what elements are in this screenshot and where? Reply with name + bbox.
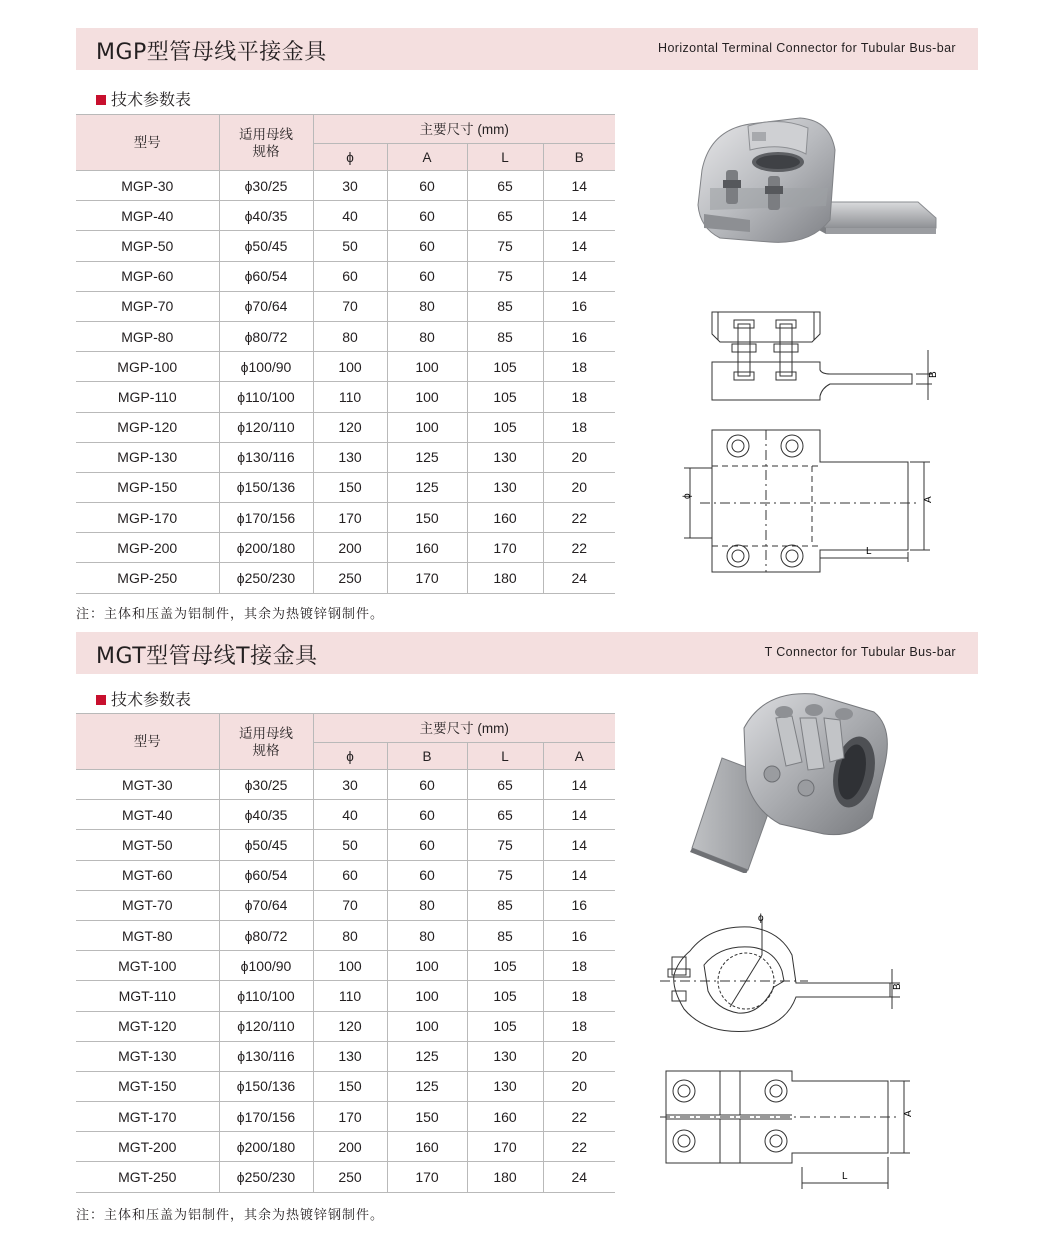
table-cell: MGP-130 <box>76 442 219 472</box>
table-cell: 60 <box>387 261 467 291</box>
table-cell: 105 <box>467 382 543 412</box>
table-cell: 170 <box>313 1102 387 1132</box>
header-model: 型号 <box>76 115 219 171</box>
table-cell: ϕ30/25 <box>219 770 313 800</box>
table-row <box>76 291 615 321</box>
table-cell: 110 <box>313 382 387 412</box>
mgt-title-bar <box>76 632 978 674</box>
table-cell: ϕ100/90 <box>219 352 313 382</box>
table-cell: 160 <box>387 533 467 563</box>
table-cell: 150 <box>313 472 387 502</box>
table-cell: 18 <box>543 1011 615 1041</box>
table-cell: 180 <box>467 563 543 593</box>
table-cell: 200 <box>313 1132 387 1162</box>
table-cell: MGP-80 <box>76 321 219 351</box>
header-col-a: A <box>387 144 467 171</box>
table-row <box>76 352 615 382</box>
table-cell: ϕ70/64 <box>219 291 313 321</box>
table-row <box>76 860 615 890</box>
table-cell: 250 <box>313 563 387 593</box>
table-cell: 20 <box>543 1071 615 1101</box>
table-cell: 14 <box>543 171 615 201</box>
table-cell: MGP-40 <box>76 201 219 231</box>
table-cell: 100 <box>387 1011 467 1041</box>
mgt-technical-drawing <box>660 905 940 1190</box>
red-square-bullet-icon <box>96 95 106 105</box>
table-cell: 18 <box>543 951 615 981</box>
table-cell: 14 <box>543 231 615 261</box>
table-cell: 100 <box>387 951 467 981</box>
table-cell: 40 <box>313 201 387 231</box>
table-cell: ϕ60/54 <box>219 860 313 890</box>
table-row <box>76 890 615 920</box>
table-cell: 60 <box>313 261 387 291</box>
table-cell: 100 <box>387 382 467 412</box>
table-cell: 75 <box>467 830 543 860</box>
table-cell: 60 <box>387 800 467 830</box>
table-cell: 75 <box>467 860 543 890</box>
table-cell: 18 <box>543 352 615 382</box>
table-cell: MGP-60 <box>76 261 219 291</box>
table-cell: 150 <box>387 503 467 533</box>
table-row <box>76 830 615 860</box>
mgp-dim-a: A <box>923 496 934 503</box>
table-cell: MGT-60 <box>76 860 219 890</box>
table-cell: 105 <box>467 412 543 442</box>
table-cell: 100 <box>387 981 467 1011</box>
table-cell: 65 <box>467 800 543 830</box>
table-cell: ϕ170/156 <box>219 503 313 533</box>
mgp-title-cn: MGP型管母线平接金具 <box>96 40 327 65</box>
table-cell: 70 <box>313 890 387 920</box>
table-cell: MGT-130 <box>76 1041 219 1071</box>
mgt-subhead: 技术参数表 <box>96 687 191 710</box>
table-cell: ϕ80/72 <box>219 920 313 950</box>
table-cell: 170 <box>387 563 467 593</box>
table-cell: 18 <box>543 981 615 1011</box>
mgt-title-en: T Connector for Tubular Bus-bar <box>764 645 956 659</box>
table-cell: MGP-100 <box>76 352 219 382</box>
table-cell: 170 <box>467 1132 543 1162</box>
table-cell: ϕ130/116 <box>219 442 313 472</box>
table-cell: MGP-70 <box>76 291 219 321</box>
table-cell: MGP-150 <box>76 472 219 502</box>
table-row <box>76 231 615 261</box>
table-cell: 22 <box>543 1102 615 1132</box>
table-cell: MGT-250 <box>76 1162 219 1192</box>
mgp-title-bar <box>76 28 978 70</box>
table-row <box>76 171 615 201</box>
table-cell: 60 <box>387 770 467 800</box>
table-cell: 14 <box>543 860 615 890</box>
table-cell: 100 <box>387 412 467 442</box>
table-cell: 130 <box>313 1041 387 1071</box>
table-cell: 85 <box>467 890 543 920</box>
table-row <box>76 503 615 533</box>
table-cell: 125 <box>387 1041 467 1071</box>
mgp-dim-phi: ϕ <box>682 493 693 499</box>
red-square-bullet-icon <box>96 695 106 705</box>
table-row <box>76 412 615 442</box>
table-cell: 60 <box>387 830 467 860</box>
table-row <box>76 800 615 830</box>
table-cell: 20 <box>543 442 615 472</box>
header-col-l: L <box>467 743 543 770</box>
table-cell: MGT-70 <box>76 890 219 920</box>
table-cell: MGP-30 <box>76 171 219 201</box>
table-cell: 110 <box>313 981 387 1011</box>
table-cell: 85 <box>467 321 543 351</box>
table-cell: MGP-250 <box>76 563 219 593</box>
table-cell: 80 <box>387 291 467 321</box>
mgp-subhead: 技术参数表 <box>96 87 191 110</box>
table-cell: ϕ40/35 <box>219 201 313 231</box>
header-col-l: L <box>467 144 543 171</box>
table-row <box>76 770 615 800</box>
table-cell: MGT-170 <box>76 1102 219 1132</box>
table-row <box>76 533 615 563</box>
table-cell: 80 <box>387 890 467 920</box>
table-row <box>76 920 615 950</box>
table-cell: 65 <box>467 171 543 201</box>
table-row <box>76 382 615 412</box>
table-cell: 105 <box>467 951 543 981</box>
table-cell: 130 <box>313 442 387 472</box>
table-cell: ϕ200/180 <box>219 533 313 563</box>
table-cell: MGT-150 <box>76 1071 219 1101</box>
table-cell: 80 <box>313 920 387 950</box>
table-cell: 24 <box>543 1162 615 1192</box>
table-row <box>76 201 615 231</box>
table-row <box>76 442 615 472</box>
table-cell: 160 <box>387 1132 467 1162</box>
header-col-b: B <box>387 743 467 770</box>
table-cell: 130 <box>467 442 543 472</box>
table-cell: ϕ50/45 <box>219 231 313 261</box>
mgp-dim-l: L <box>866 546 872 557</box>
header-bus-spec: 适用母线 规格 <box>219 115 313 171</box>
table-cell: 50 <box>313 231 387 261</box>
table-cell: 125 <box>387 472 467 502</box>
table-cell: ϕ110/100 <box>219 382 313 412</box>
table-cell: 105 <box>467 352 543 382</box>
table-cell: 16 <box>543 920 615 950</box>
table-cell: ϕ120/110 <box>219 1011 313 1041</box>
mgt-dim-a: A <box>903 1110 914 1117</box>
table-cell: MGT-110 <box>76 981 219 1011</box>
table-cell: ϕ200/180 <box>219 1132 313 1162</box>
table-cell: ϕ30/25 <box>219 171 313 201</box>
table-cell: 105 <box>467 1011 543 1041</box>
header-col-phi: ϕ <box>313 144 387 171</box>
table-cell: 200 <box>313 533 387 563</box>
table-row <box>76 472 615 502</box>
table-cell: ϕ40/35 <box>219 800 313 830</box>
mgt-dim-b: B <box>892 983 903 990</box>
table-cell: 160 <box>467 1102 543 1132</box>
table-row <box>76 1162 615 1192</box>
table-cell: ϕ120/110 <box>219 412 313 442</box>
table-cell: 14 <box>543 830 615 860</box>
table-cell: 16 <box>543 890 615 920</box>
mgt-dim-l: L <box>842 1171 848 1182</box>
table-cell: MGP-200 <box>76 533 219 563</box>
table-cell: 16 <box>543 291 615 321</box>
table-cell: 60 <box>387 201 467 231</box>
table-cell: 20 <box>543 472 615 502</box>
mgt-title-cn: MGT型管母线T接金具 <box>96 644 318 669</box>
table-cell: 22 <box>543 1132 615 1162</box>
table-row <box>76 563 615 593</box>
table-cell: 170 <box>313 503 387 533</box>
table-cell: 130 <box>467 1041 543 1071</box>
table-row <box>76 1011 615 1041</box>
table-cell: ϕ250/230 <box>219 1162 313 1192</box>
table-cell: 60 <box>387 171 467 201</box>
table-cell: 60 <box>387 860 467 890</box>
table-cell: 24 <box>543 563 615 593</box>
table-cell: 70 <box>313 291 387 321</box>
table-cell: 100 <box>313 951 387 981</box>
table-cell: 80 <box>387 920 467 950</box>
header-model: 型号 <box>76 714 219 770</box>
table-cell: 120 <box>313 1011 387 1041</box>
table-cell: MGT-120 <box>76 1011 219 1041</box>
table-cell: 85 <box>467 291 543 321</box>
table-cell: 60 <box>387 231 467 261</box>
header-col-a: A <box>543 743 615 770</box>
table-cell: 130 <box>467 1071 543 1101</box>
table-cell: 100 <box>313 352 387 382</box>
table-cell: 75 <box>467 231 543 261</box>
table-cell: ϕ150/136 <box>219 1071 313 1101</box>
table-cell: 30 <box>313 770 387 800</box>
table-cell: 125 <box>387 442 467 472</box>
table-cell: MGP-50 <box>76 231 219 261</box>
table-cell: MGP-110 <box>76 382 219 412</box>
mgt-connector-photo <box>684 688 894 873</box>
table-cell: 120 <box>313 412 387 442</box>
table-cell: 125 <box>387 1071 467 1101</box>
table-row <box>76 1041 615 1071</box>
table-cell: 14 <box>543 201 615 231</box>
table-cell: 18 <box>543 382 615 412</box>
table-row <box>76 1071 615 1101</box>
table-cell: 40 <box>313 800 387 830</box>
table-cell: ϕ110/100 <box>219 981 313 1011</box>
table-cell: 80 <box>387 321 467 351</box>
table-cell: 30 <box>313 171 387 201</box>
table-cell: ϕ80/72 <box>219 321 313 351</box>
mgp-spec-table <box>76 114 615 594</box>
table-cell: 22 <box>543 533 615 563</box>
table-cell: ϕ130/116 <box>219 1041 313 1071</box>
table-cell: 100 <box>387 352 467 382</box>
table-cell: 75 <box>467 261 543 291</box>
table-cell: ϕ170/156 <box>219 1102 313 1132</box>
table-cell: 65 <box>467 770 543 800</box>
table-cell: 150 <box>313 1071 387 1101</box>
table-cell: ϕ70/64 <box>219 890 313 920</box>
mgp-technical-drawing <box>680 300 950 585</box>
table-cell: MGT-200 <box>76 1132 219 1162</box>
table-cell: MGT-30 <box>76 770 219 800</box>
table-cell: 20 <box>543 1041 615 1071</box>
table-cell: MGP-170 <box>76 503 219 533</box>
table-cell: ϕ100/90 <box>219 951 313 981</box>
header-col-phi: ϕ <box>313 743 387 770</box>
table-cell: 150 <box>387 1102 467 1132</box>
mgt-spec-table <box>76 713 615 1193</box>
header-bus-spec: 适用母线 规格 <box>219 714 313 770</box>
table-cell: 80 <box>313 321 387 351</box>
table-cell: 14 <box>543 800 615 830</box>
table-cell: 14 <box>543 770 615 800</box>
table-cell: ϕ150/136 <box>219 472 313 502</box>
mgt-note: 注：主体和压盖为铝制件，其余为热镀锌钢制件。 <box>76 1208 385 1223</box>
table-cell: 22 <box>543 503 615 533</box>
table-row <box>76 321 615 351</box>
table-cell: 170 <box>387 1162 467 1192</box>
header-main-dims: 主要尺寸 (mm) <box>313 115 615 144</box>
header-main-dims: 主要尺寸 (mm) <box>313 714 615 743</box>
table-cell: MGT-40 <box>76 800 219 830</box>
table-cell: MGT-100 <box>76 951 219 981</box>
table-cell: 85 <box>467 920 543 950</box>
table-cell: 130 <box>467 472 543 502</box>
mgp-connector-photo <box>690 110 940 260</box>
table-cell: ϕ60/54 <box>219 261 313 291</box>
mgp-title-en: Horizontal Terminal Connector for Tubular Bus-bar <box>658 41 956 55</box>
table-cell: 50 <box>313 830 387 860</box>
mgp-dim-b: B <box>928 371 939 378</box>
table-row <box>76 261 615 291</box>
mgt-dim-phi: ϕ <box>758 913 764 924</box>
table-row <box>76 1102 615 1132</box>
table-cell: 14 <box>543 261 615 291</box>
table-cell: MGT-50 <box>76 830 219 860</box>
table-row <box>76 981 615 1011</box>
table-cell: 105 <box>467 981 543 1011</box>
table-cell: 170 <box>467 533 543 563</box>
table-cell: 65 <box>467 201 543 231</box>
header-col-b: B <box>543 144 615 171</box>
table-cell: ϕ250/230 <box>219 563 313 593</box>
table-cell: 16 <box>543 321 615 351</box>
mgp-note: 注：主体和压盖为铝制件，其余为热镀锌钢制件。 <box>76 607 385 622</box>
table-cell: MGT-80 <box>76 920 219 950</box>
table-cell: 60 <box>313 860 387 890</box>
table-cell: 18 <box>543 412 615 442</box>
table-cell: 180 <box>467 1162 543 1192</box>
table-cell: ϕ50/45 <box>219 830 313 860</box>
table-cell: 250 <box>313 1162 387 1192</box>
table-cell: 160 <box>467 503 543 533</box>
table-row <box>76 951 615 981</box>
table-cell: MGP-120 <box>76 412 219 442</box>
table-row <box>76 1132 615 1162</box>
